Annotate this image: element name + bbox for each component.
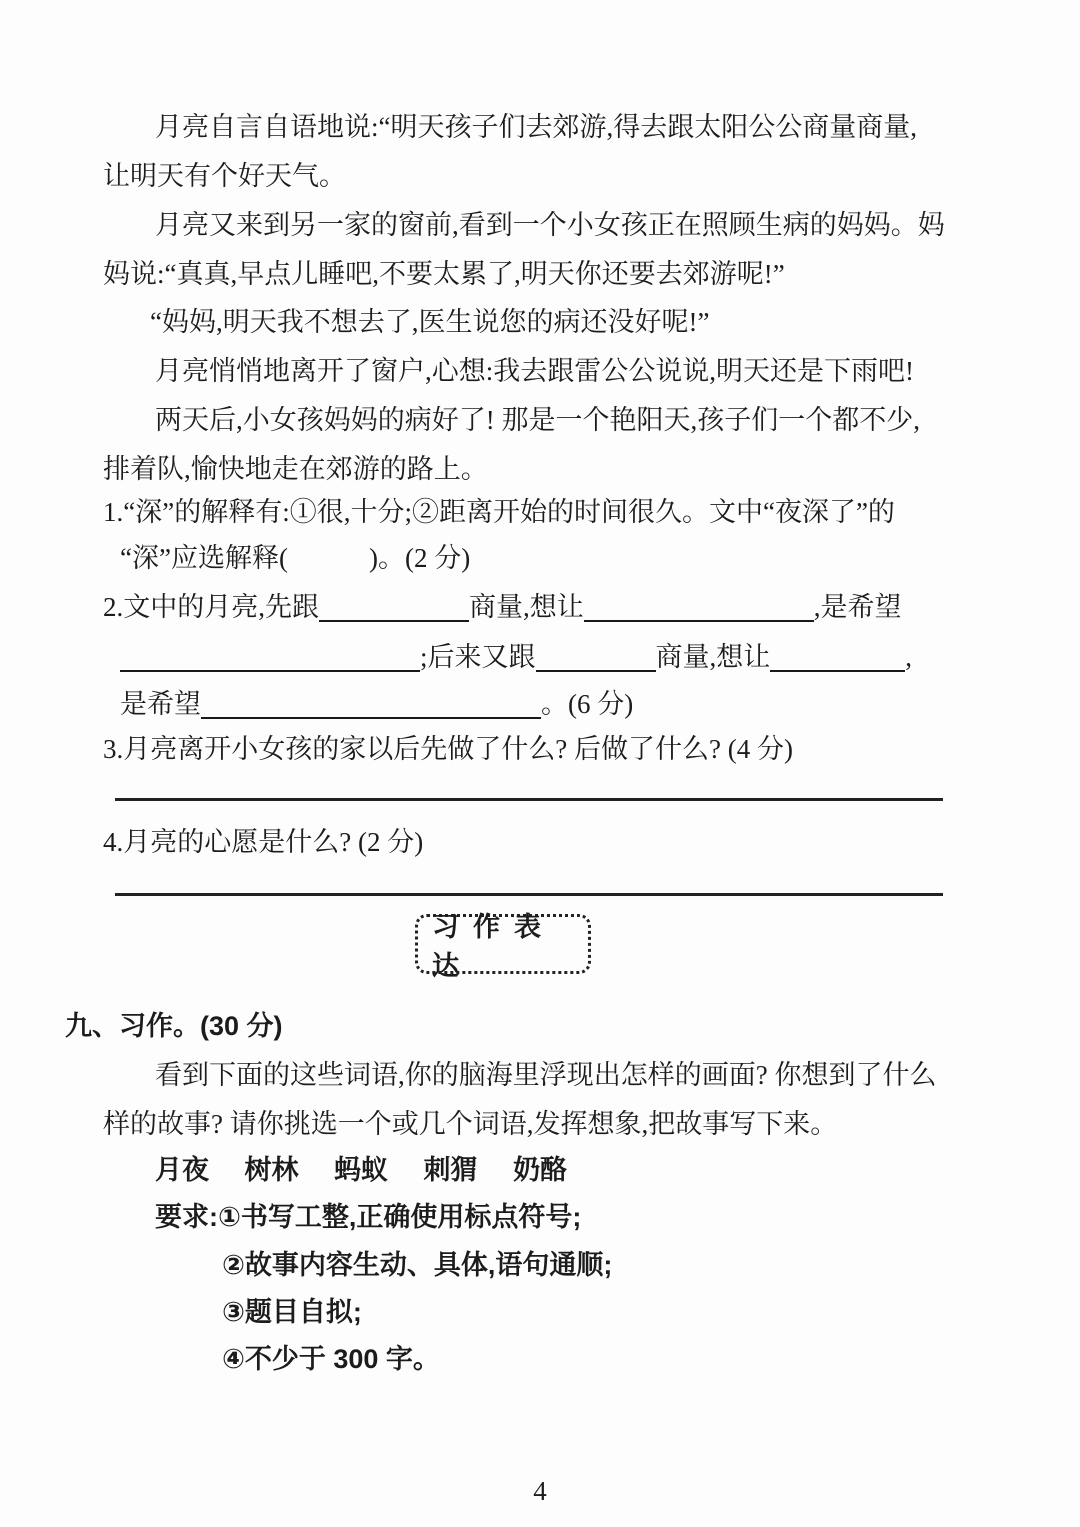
answer-line: [115, 798, 943, 801]
word-item: 奶酪: [513, 1155, 568, 1185]
writing-heading: 九、习作。(30 分): [65, 1011, 283, 1041]
fill-in-blank: [584, 610, 814, 622]
word-item: 树林: [244, 1155, 299, 1185]
fill-in-blank: [201, 707, 541, 719]
question-2-text: 是希望: [120, 689, 201, 719]
question-2-line-3: [120, 686, 633, 722]
passage-line: 两天后,小女孩妈妈的病好了! 那是一个艳阳天,孩子们一个都不少,: [155, 405, 920, 435]
question-2-text: 2.文中的月亮,先跟: [103, 592, 319, 622]
question-2-text: 商量,想让: [655, 642, 771, 672]
requirement-line: ②故事内容生动、具体,语句通顺;: [222, 1250, 613, 1280]
question-2-text: ,是希望: [813, 592, 902, 622]
question-2-line-1: [103, 589, 902, 625]
passage-line: 月亮悄悄地离开了窗户,心想:我去跟雷公公说说,明天还是下雨吧!: [155, 356, 914, 386]
page-number: 4: [533, 1476, 547, 1506]
question-2-text: ,: [905, 642, 913, 672]
question-4: 4.月亮的心愿是什么? (2 分): [103, 827, 424, 857]
question-1-line-1: 1.“深”的解释有:①很,十分;②距离开始的时间很久。文中“夜深了”的: [103, 497, 895, 527]
passage-line: 月亮自言自语地说:“明天孩子们去郊游,得去跟太阳公公商量商量,: [155, 112, 917, 142]
word-item: 蚂蚁: [334, 1155, 389, 1185]
writing-intro-line: 样的故事? 请你挑选一个或几个词语,发挥想象,把故事写下来。: [103, 1109, 838, 1139]
passage-line: 让明天有个好天气。: [103, 161, 346, 191]
fill-in-blank: [319, 610, 469, 622]
requirement-line: ③题目自拟;: [222, 1297, 362, 1327]
question-2-text: 。(6 分): [541, 689, 634, 719]
word-list: [155, 1152, 595, 1188]
question-3: 3.月亮离开小女孩的家以后先做了什么? 后做了什么? (4 分): [103, 734, 793, 764]
passage-line: “妈妈,明天我不想去了,医生说您的病还没好呢!”: [150, 307, 710, 337]
section-banner: 习作表达: [415, 914, 591, 974]
question-2-text: 商量,想让: [469, 592, 584, 622]
requirement-line: 要求:①书写工整,正确使用标点符号;: [155, 1202, 582, 1232]
word-item: 刺猬: [423, 1155, 478, 1185]
answer-line: [115, 893, 943, 896]
word-item: 月夜: [155, 1155, 209, 1185]
question-2-line-2: [120, 639, 912, 675]
fill-in-blank: [120, 660, 420, 672]
writing-intro-line: 看到下面的这些词语,你的脑海里浮现出怎样的画面? 你想到了什么: [155, 1060, 937, 1090]
passage-line: 排着队,愉快地走在郊游的路上。: [103, 454, 488, 484]
question-2-text: ;后来又跟: [420, 642, 536, 672]
passage-line: 月亮又来到另一家的窗前,看到一个小女孩正在照顾生病的妈妈。妈: [155, 210, 945, 240]
passage-line: 妈说:“真真,早点儿睡吧,不要太累了,明天你还要去郊游呢!”: [103, 259, 785, 289]
question-1-line-2: “深”应选解释( )。(2 分): [120, 543, 471, 573]
requirement-line: ④不少于 300 字。: [222, 1344, 440, 1374]
fill-in-blank: [770, 660, 905, 672]
fill-in-blank: [536, 660, 656, 672]
